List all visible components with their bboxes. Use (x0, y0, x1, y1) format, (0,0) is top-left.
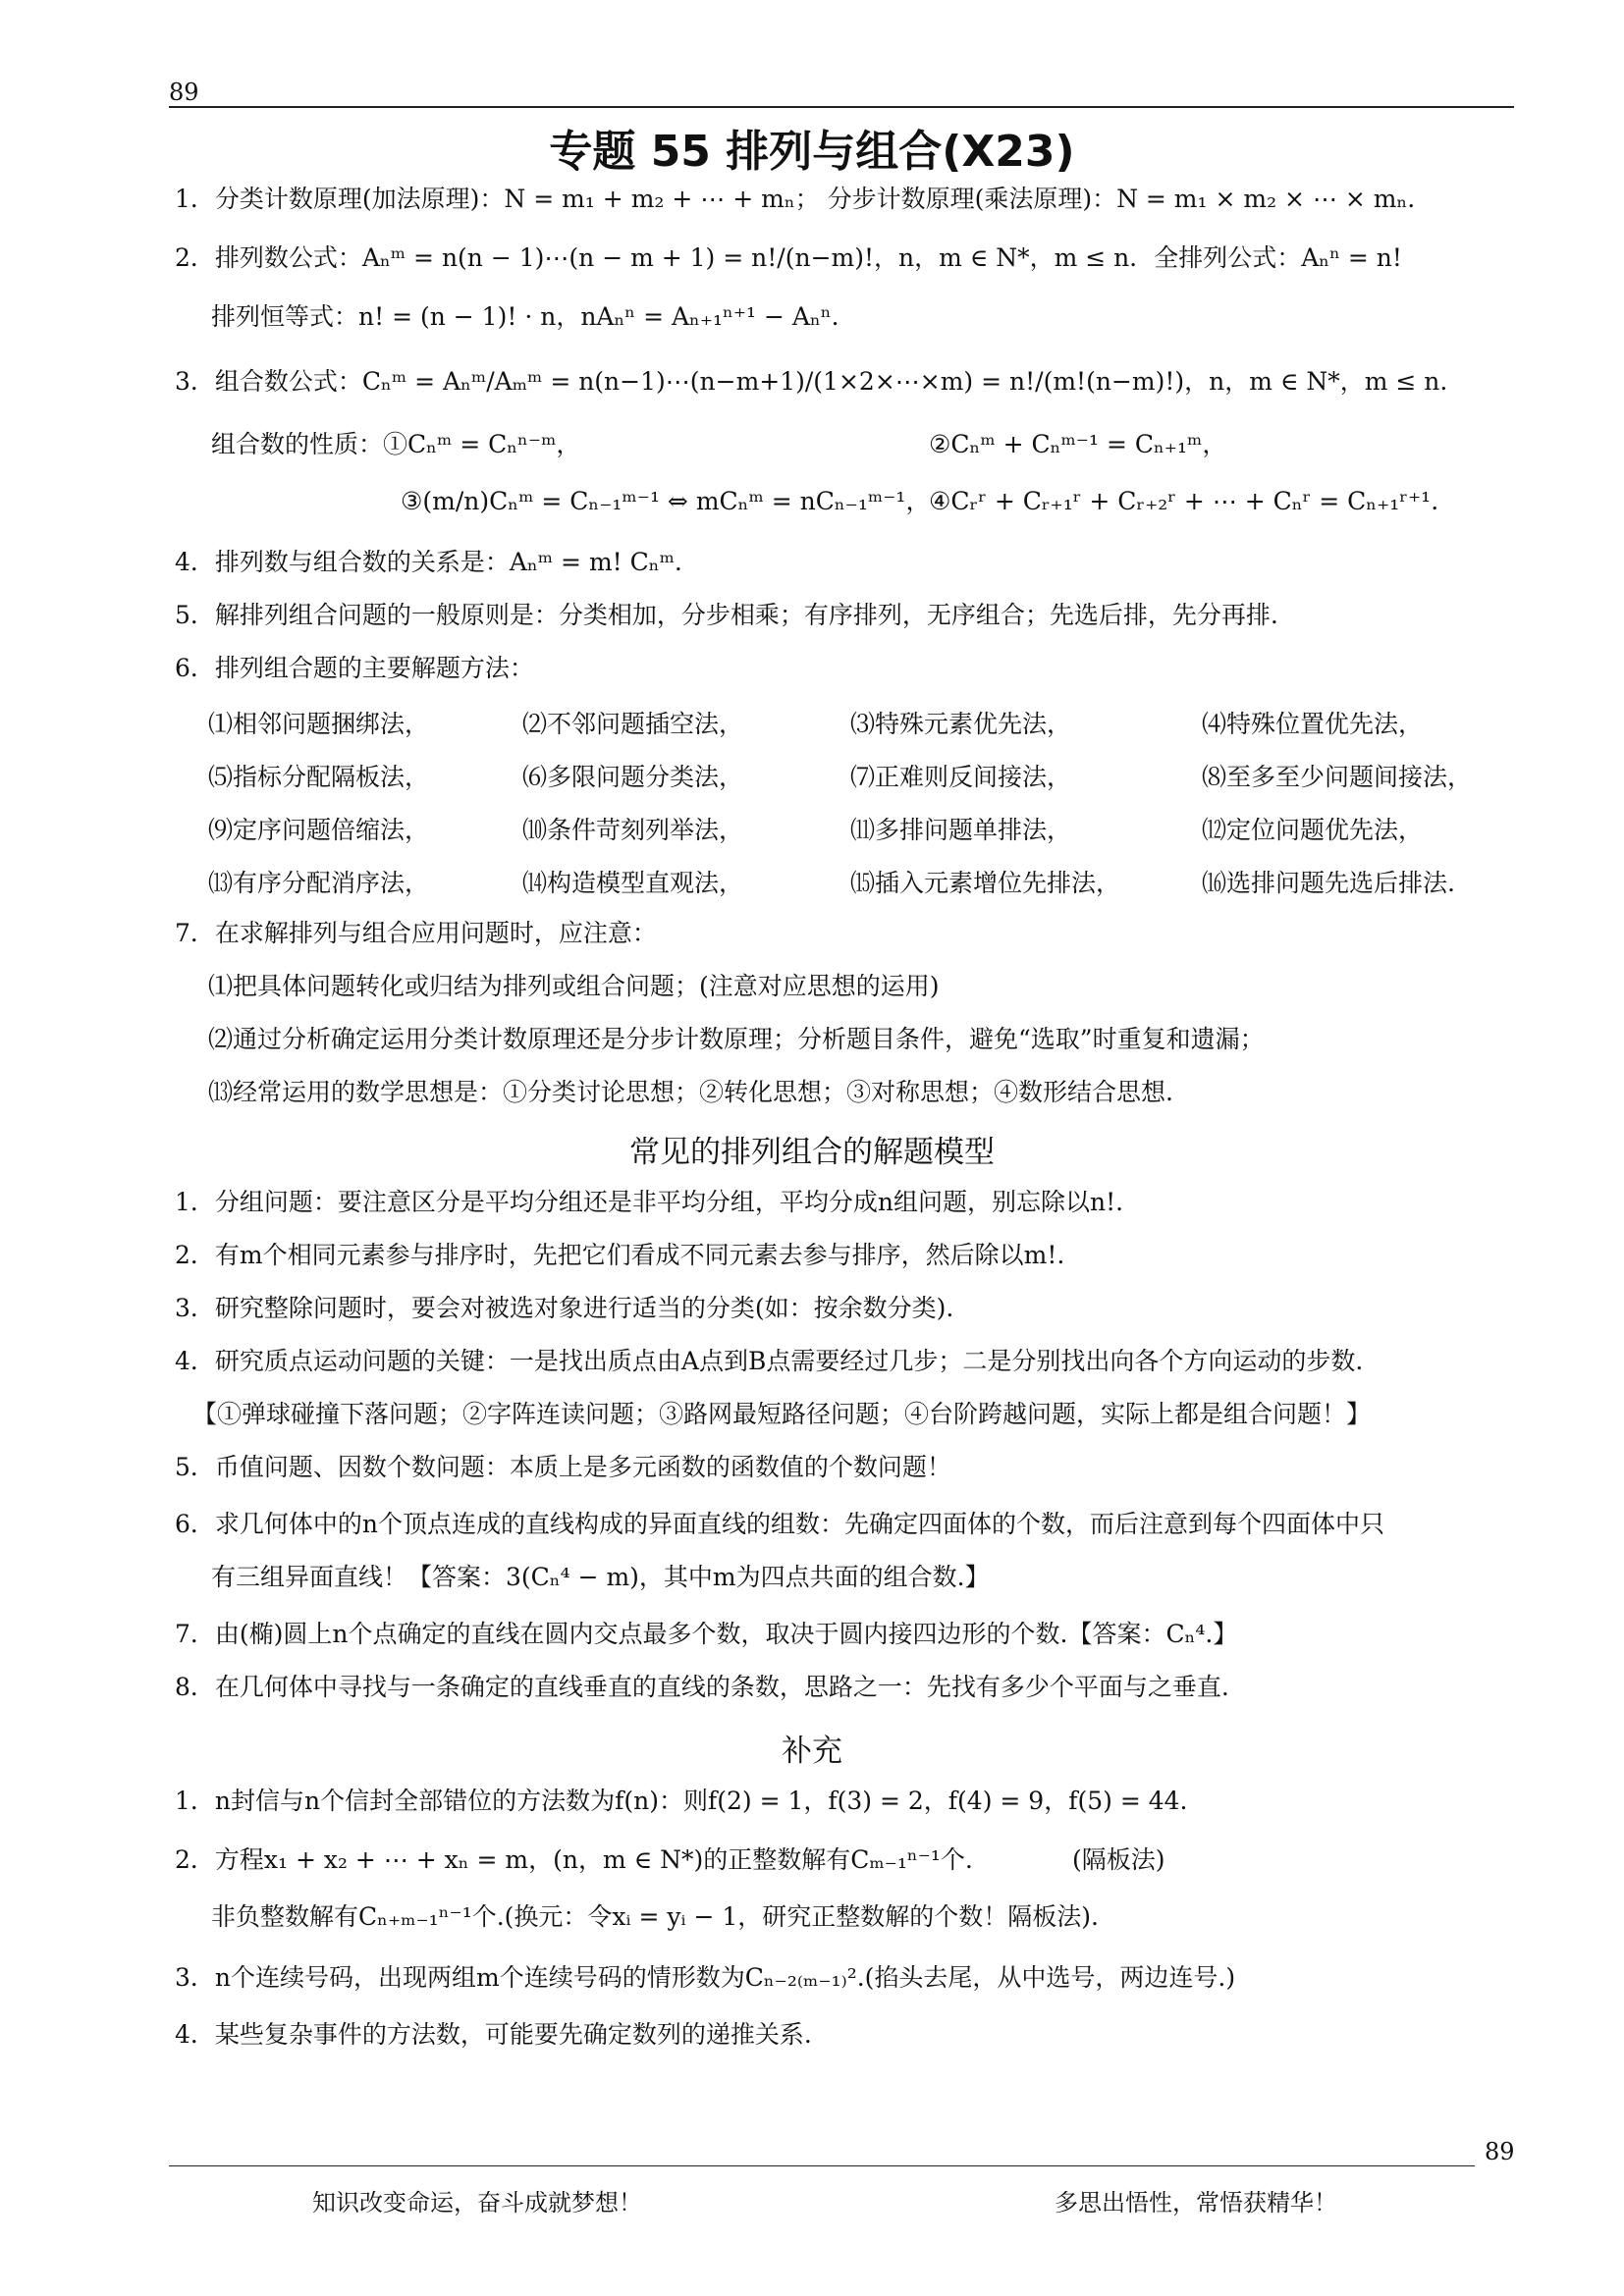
formula-line: ⑵通过分析确定运用分类计数原理还是分步计数原理；分析题目条件，避免“选取”时重复和遗漏； (208, 1025, 1265, 1053)
method-item: ⑵不邻问题插空法， (522, 710, 744, 738)
model-line: 有三组异面直线！【答案：3(Cₙ⁴ − m)，其中m为四点共面的组合数.】 (211, 1563, 990, 1591)
method-item: ⒁构造模型直观法， (522, 869, 744, 897)
formula-line: 4．排列数与组合数的关系是：Aₙᵐ = m! Cₙᵐ. (175, 548, 682, 576)
model-line: 8．在几何体中寻找与一条确定的直线垂直的直线的条数，思路之一：先找有多少个平面与之垂直. (175, 1673, 1229, 1701)
method-item: ⑾多排问题单排法， (850, 816, 1072, 844)
model-line: 3．研究整除问题时，要会对被选对象进行适当的分类(如：按余数分类). (175, 1294, 954, 1322)
method-item: ⑸指标分配隔板法， (208, 763, 430, 791)
page-title: 专题 55 排列与组合(X23) (549, 127, 1075, 177)
method-item: ⑿定位问题优先法， (1202, 816, 1424, 844)
model-line: 5．币值问题、因数个数问题：本质上是多元函数的函数值的个数问题！ (175, 1453, 951, 1481)
supplement-note: (隔板法) (1072, 1845, 1165, 1874)
formula-line: 组合数的性质：①Cₙᵐ = Cₙⁿ⁻ᵐ， (211, 430, 581, 458)
method-item: ⒀有序分配消序法， (208, 869, 430, 897)
method-item: ⑼定序问题倍缩法， (208, 816, 430, 844)
supplement-line: 非负整数解有Cₙ₊ₘ₋₁ⁿ⁻¹个.(换元：令xᵢ = yᵢ − 1，研究正整数解的个数！隔板法). (211, 1902, 1099, 1931)
footer-rule (169, 2165, 1475, 2166)
supplement-line: 2．方程x₁ + x₂ + ⋯ + xₙ = m，(n，m ∈ N*)的正整数解有Cₘ₋₁ⁿ⁻¹个. (175, 1845, 973, 1874)
model-line: 1．分组问题：要注意区分是平均分组还是非平均分组，平均分成n组问题，别忘除以n!. (175, 1188, 1124, 1216)
supplement-line: 4．某些复杂事件的方法数，可能要先确定数列的递推关系. (175, 2020, 812, 2049)
method-item: ⑴相邻问题捆绑法， (208, 710, 430, 738)
formula-line: 1．分类计数原理(加法原理)：N = m₁ + m₂ + ⋯ + mₙ； 分步计数原理(乘法原理)：N = m₁ × m₂ × ⋯ × mₙ. (175, 185, 1416, 213)
method-item: ⒂插入元素增位先排法， (850, 869, 1121, 897)
formula-line: ⑴把具体问题转化或归结为排列或组合问题；(注意对应思想的运用) (208, 972, 940, 1000)
model-line: 2．有m个相同元素参与排序时，先把它们看成不同元素去参与排序，然后除以m!. (175, 1241, 1065, 1269)
page-number-bottom: 89 (1485, 2138, 1515, 2165)
formula-line: 排列恒等式：n! = (n − 1)! · n，nAₙⁿ = Aₙ₊₁ⁿ⁺¹ − Aₙⁿ. (211, 302, 839, 331)
method-item: ⒃选排问题先选后排法. (1202, 869, 1455, 897)
footer-left-motto: 知识改变命运，奋斗成就梦想！ (312, 2189, 642, 2216)
method-item: ⑶特殊元素优先法， (850, 710, 1072, 738)
method-item: ⑷特殊位置优先法， (1202, 710, 1424, 738)
model-line: 6．求几何体中的n个顶点连成的直线构成的异面直线的组数：先确定四面体的个数，而后注意到每个四面体中只 (175, 1510, 1385, 1538)
header-rule (169, 106, 1514, 108)
formula-line: 7．在求解排列与组合应用问题时，应注意： (175, 919, 657, 947)
formula-line: 6．排列组合题的主要解题方法： (175, 654, 534, 682)
model-line: 【①弹球碰撞下落问题；②字阵连读问题；③路网最短路径问题；④台阶跨越问题，实际上都是组合问题！】 (192, 1400, 1372, 1428)
section-heading-supplement: 补充 (782, 1734, 842, 1769)
supplement-line: 3．n个连续号码，出现两组m个连续号码的情形数为Cₙ₋₂₍ₘ₋₁₎².(掐头去尾，从中选号，两边连号.) (175, 1963, 1236, 1992)
formula-line: ⒀经常运用的数学思想是：①分类讨论思想；②转化思想；③对称思想；④数形结合思想. (208, 1078, 1173, 1106)
formula-line: ④Cᵣʳ + Cᵣ₊₁ʳ + Cᵣ₊₂ʳ + ⋯ + Cₙʳ = Cₙ₊₁ʳ⁺¹. (929, 487, 1439, 515)
formula-line: 3．组合数公式：Cₙᵐ = Aₙᵐ/Aₘᵐ = n(n−1)⋯(n−m+1)/(1×2×⋯×m) = n!/(m!(n−m)!)，n，m ∈ N*，m ≤ n. (175, 367, 1448, 396)
model-line: 7．由(椭)圆上n个点确定的直线在圆内交点最多个数，取决于圆内接四边形的个数.【答案：Cₙ⁴.】 (175, 1620, 1238, 1648)
formula-line: 5．解排列组合问题的一般原则是：分类相加，分步相乘；有序排列，无序组合；先选后排，先分再排. (175, 601, 1278, 629)
formula-line: ③(m/n)Cₙᵐ = Cₙ₋₁ᵐ⁻¹ ⇔ mCₙᵐ = nCₙ₋₁ᵐ⁻¹， (401, 487, 931, 515)
method-item: ⑹多限问题分类法， (522, 763, 744, 791)
method-item: ⑺正难则反间接法， (850, 763, 1072, 791)
page-number-top: 89 (169, 79, 199, 106)
section-heading-models: 常见的排列组合的解题模型 (629, 1135, 995, 1170)
method-item: ⑻至多至少问题间接法， (1202, 763, 1473, 791)
formula-line: ②Cₙᵐ + Cₙᵐ⁻¹ = Cₙ₊₁ᵐ， (929, 430, 1227, 458)
footer-right-motto: 多思出悟性，常悟获精华！ (1055, 2189, 1337, 2216)
supplement-line: 1．n封信与n个信封全部错位的方法数为f(n)：则f(2) = 1，f(3) = 2，f(4) = 9，f(5) = 44. (175, 1787, 1188, 1815)
model-line: 4．研究质点运动问题的关键：一是找出质点由A点到B点需要经过几步；二是分别找出向各个方向运动的步数. (175, 1347, 1364, 1375)
method-item: ⑽条件苛刻列举法， (522, 816, 744, 844)
formula-line: 2．排列数公式：Aₙᵐ = n(n − 1)⋯(n − m + 1) = n!/(n−m)!，n，m ∈ N*，m ≤ n．全排列公式：Aₙⁿ = n! (175, 243, 1402, 272)
